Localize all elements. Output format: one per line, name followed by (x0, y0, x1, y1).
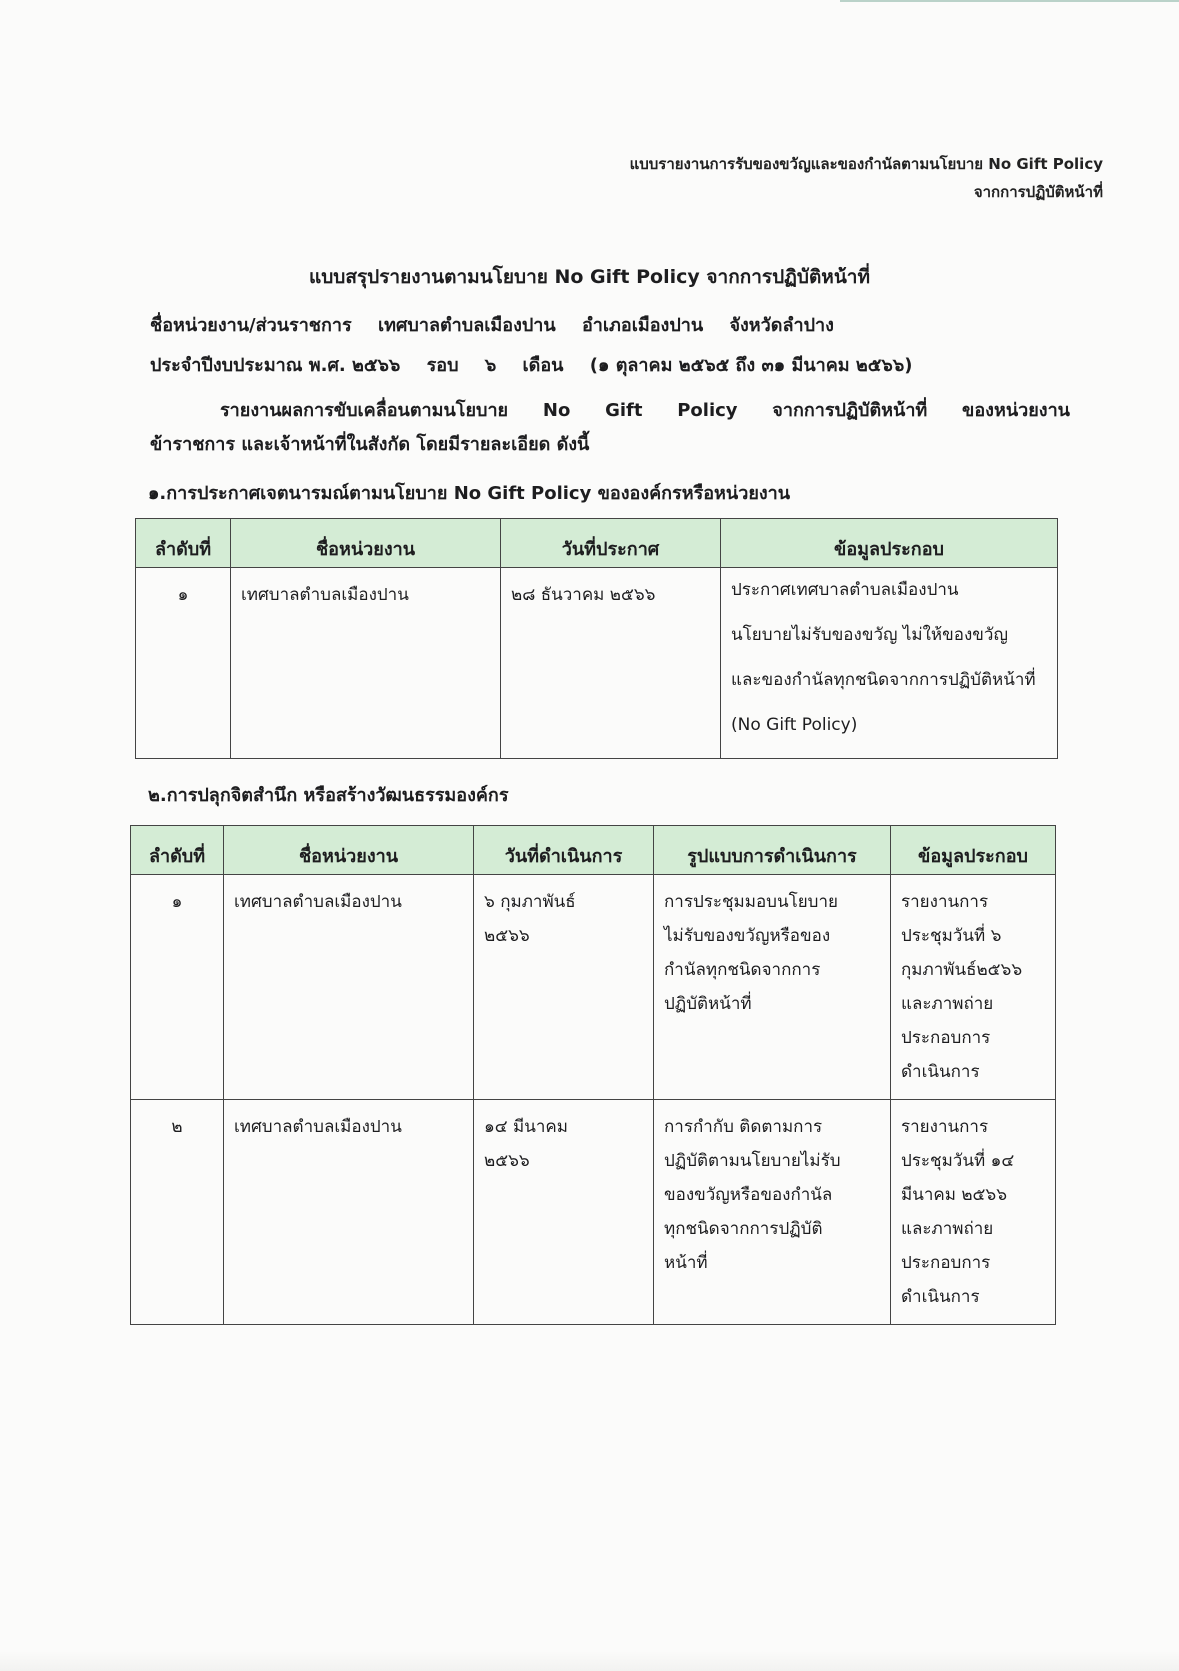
form-header-line-1: แบบรายงานการรับของขวัญและของกำนัลตามนโยบาย No Gift Policy (629, 155, 1103, 173)
details-line: นโยบายไม่รับของขวัญ ไม่ให้ของขวัญ (731, 625, 1008, 645)
row-agency: เทศบาลตำบลเมืองปาน (224, 1100, 474, 1325)
details-line: และภาพถ่าย (901, 1219, 994, 1239)
method-line: ไม่รับของขวัญหรือของ (664, 926, 831, 946)
date-line: ๒๕๖๖ (484, 926, 530, 946)
row-details (891, 1100, 1056, 1325)
row-date (474, 875, 654, 1100)
section-2-table (130, 825, 1056, 1325)
row-date (474, 1100, 654, 1325)
method-line: หน้าที่ (664, 1253, 708, 1273)
document-title: แบบสรุปรายงานตามนโยบาย No Gift Policy จากการปฏิบัติหน้าที่ (308, 266, 871, 288)
details-line: ประชุมวันที่ ๖ (901, 926, 1002, 946)
col-order: ลำดับที่ (131, 826, 224, 875)
scan-bottom-shadow (0, 1651, 1179, 1671)
section-1-heading: ๑.การประกาศเจตนารมณ์ตามนโยบาย No Gift Policy ขององค์กรหรือหน่วยงาน (148, 483, 791, 504)
col-order: ลำดับที่ (136, 519, 231, 568)
row-date: ๒๘ ธันวาคม ๒๕๖๖ (501, 568, 721, 759)
details-line: (No Gift Policy) (731, 715, 858, 735)
form-header-line-2: จากการปฏิบัติหน้าที่ (973, 183, 1103, 201)
date-line: ๒๕๖๖ (484, 1151, 530, 1171)
form-header (630, 150, 1103, 206)
agency-line (150, 310, 834, 339)
row-order: ๑ (136, 568, 231, 759)
month-word: เดือน (522, 355, 564, 376)
row-method (654, 1100, 891, 1325)
intro-paragraph (150, 395, 1070, 463)
row-method (654, 875, 891, 1100)
col-action-date: วันที่ดำเนินการ (474, 826, 654, 875)
details-line: กุมภาพันธ์๒๕๖๖ (901, 960, 1023, 980)
intro-line-1: รายงานผลการขับเคลื่อนตามนโยบาย No Gift Policy จากการปฏิบัติหน้าที่ ของหน่วยงาน (220, 400, 1070, 421)
date-line: ๑๔ มีนาคม (484, 1117, 569, 1137)
details-line: ประกอบการ (901, 1028, 991, 1048)
agency-province: จังหวัดลำปาง (729, 315, 834, 336)
period-line (150, 350, 912, 379)
details-line: ประกาศเทศบาลตำบลเมืองปาน (731, 580, 959, 600)
details-line: และของกำนัลทุกชนิดจากการปฏิบัติหน้าที่ (731, 670, 1036, 690)
col-announce-date: วันที่ประกาศ (501, 519, 721, 568)
col-agency: ชื่อหน่วยงาน (224, 826, 474, 875)
method-line: ของขวัญหรือของกำนัล (664, 1185, 833, 1205)
fiscal-year: ประจำปีงบประมาณ พ.ศ. ๒๕๖๖ (150, 355, 401, 376)
col-method: รูปแบบการดำเนินการ (654, 826, 891, 875)
method-line: การกำกับ ติดตามการ (664, 1117, 823, 1137)
details-line: มีนาคม ๒๕๖๖ (901, 1185, 1008, 1205)
row-order: ๑ (131, 875, 224, 1100)
section-2-header-row (131, 826, 1056, 875)
section-1-table (135, 518, 1058, 759)
details-line: ดำเนินการ (901, 1062, 980, 1082)
table-row (131, 1100, 1056, 1325)
section-1-header-row (136, 519, 1058, 568)
method-line: ทุกชนิดจากการปฏิบัติ (664, 1219, 823, 1239)
agency-district: อำเภอเมืองปาน (581, 315, 704, 336)
scan-edge-line (840, 0, 1179, 2)
round-months: ๖ (484, 355, 497, 376)
row-order: ๒ (131, 1100, 224, 1325)
period-range: (๑ ตุลาคม ๒๕๖๕ ถึง ๓๑ มีนาคม ๒๕๖๖) (589, 355, 913, 376)
row-agency: เทศบาลตำบลเมืองปาน (231, 568, 501, 759)
method-line: กำนัลทุกชนิดจากการ (664, 960, 821, 980)
agency-label: ชื่อหน่วยงาน/ส่วนราชการ (150, 315, 352, 336)
details-line: และภาพถ่าย (901, 994, 994, 1014)
details-line: ดำเนินการ (901, 1287, 980, 1307)
method-line: การประชุมมอบนโยบาย (664, 892, 838, 912)
col-details: ข้อมูลประกอบ (721, 519, 1058, 568)
round-label: รอบ (426, 355, 459, 376)
agency-name: เทศบาลตำบลเมืองปาน (377, 315, 556, 336)
date-line: ๖ กุมภาพันธ์ (484, 892, 576, 912)
row-details (891, 875, 1056, 1100)
table-row (131, 875, 1056, 1100)
row-details (721, 568, 1058, 759)
col-agency: ชื่อหน่วยงาน (231, 519, 501, 568)
details-line: ประชุมวันที่ ๑๔ (901, 1151, 1015, 1171)
method-line: ปฏิบัติตามนโยบายไม่รับ (664, 1151, 841, 1171)
col-details: ข้อมูลประกอบ (891, 826, 1056, 875)
details-line: ประกอบการ (901, 1253, 991, 1273)
section-2-heading: ๒.การปลุกจิตสำนึก หรือสร้างวัฒนธรรมองค์กร (148, 785, 509, 806)
method-line: ปฏิบัติหน้าที่ (664, 994, 752, 1014)
table-row (136, 568, 1058, 759)
row-agency: เทศบาลตำบลเมืองปาน (224, 875, 474, 1100)
details-line: รายงานการ (901, 892, 989, 912)
details-line: รายงานการ (901, 1117, 989, 1137)
intro-line-2: ข้าราชการ และเจ้าหน้าที่ในสังกัด โดยมีรายละเอียด ดังนี้ (150, 434, 590, 455)
